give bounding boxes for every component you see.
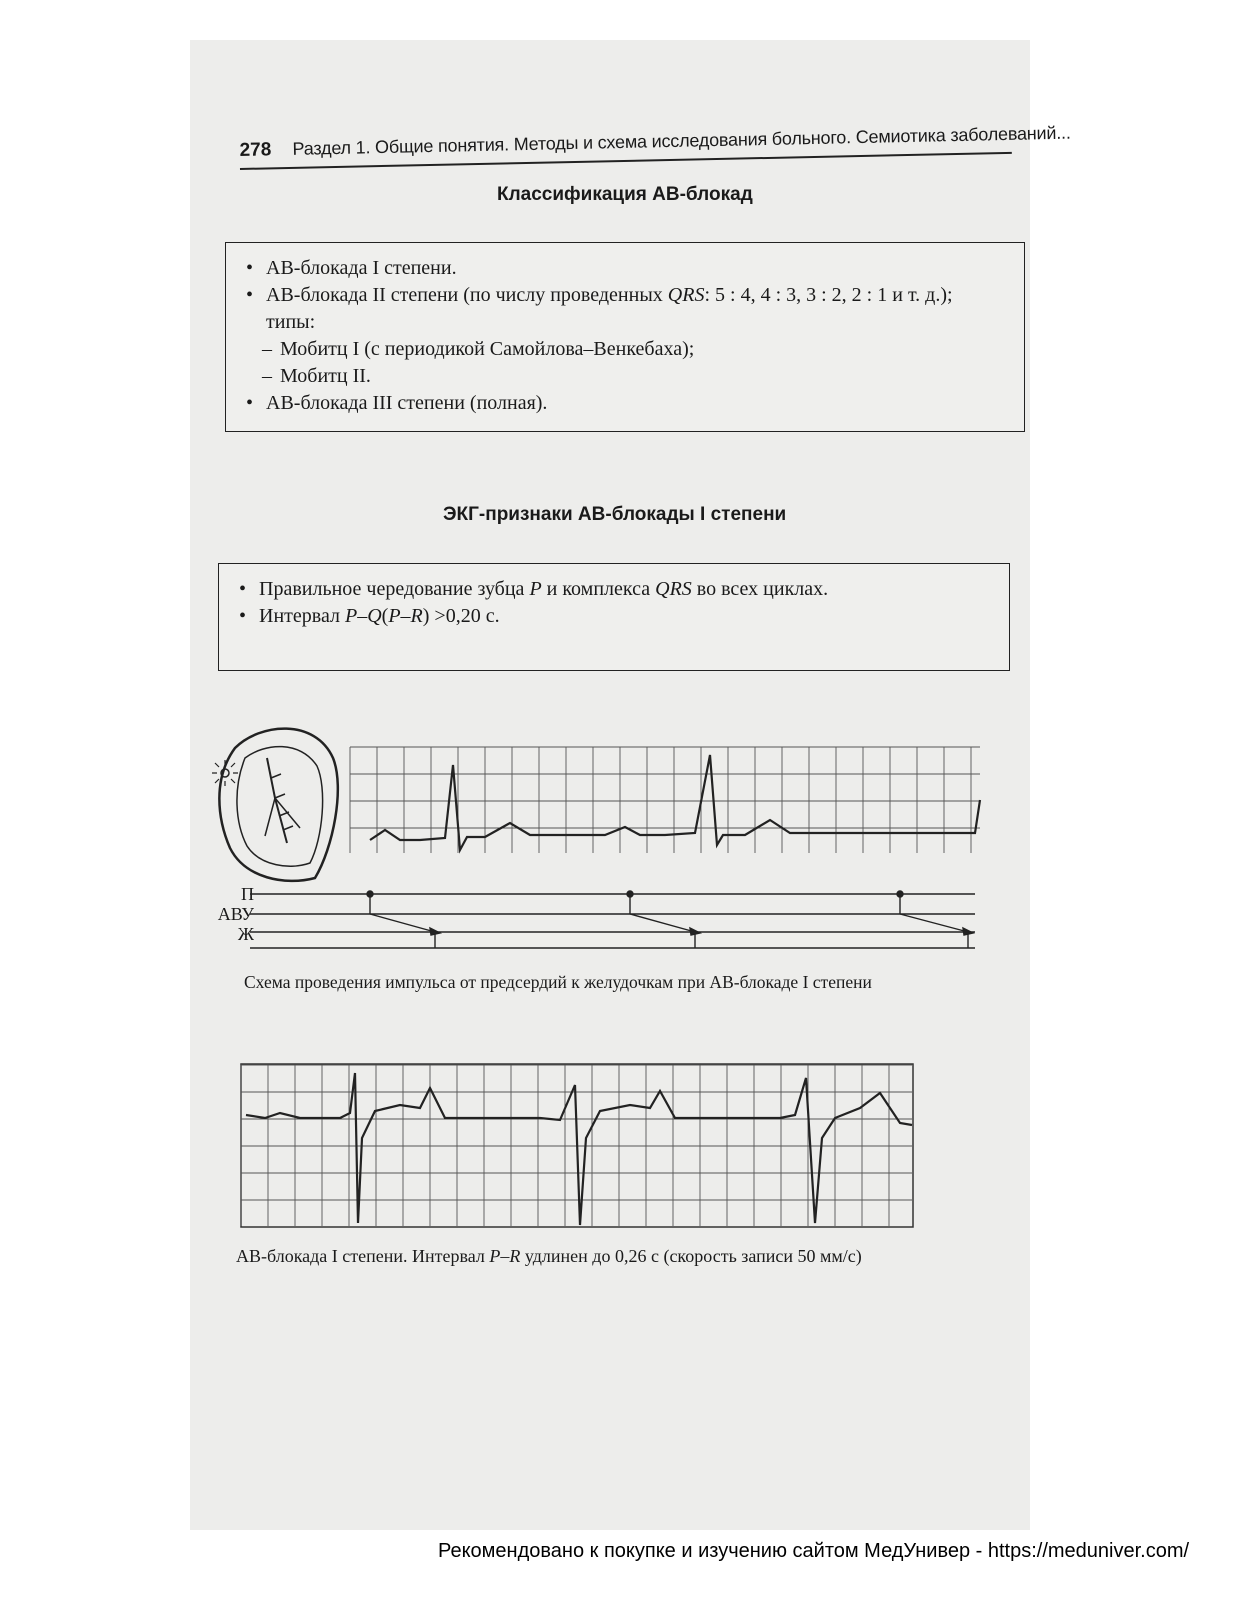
list-item: – Мобитц I (с периодикой Самойлова–Венкебаха); (240, 336, 1010, 363)
ecg-caption: АВ-блокада I степени. Интервал P–R удлинен до 0,26 с (скорость записи 50 мм/с) (236, 1246, 862, 1266)
list-item: • АВ-блокада III степени (полная). (240, 390, 1010, 417)
classification-heading: Классификация АВ-блокад (497, 184, 753, 205)
chapter-title: Раздел 1. Общие понятия. Методы и схема исследования больного. Семиотика заболеваний... (292, 122, 1071, 159)
conduction-ladder (250, 888, 985, 953)
ecg-signs-box (218, 563, 1010, 671)
page-number: 278 (239, 139, 272, 162)
list-item: • АВ-блокада II степени (по числу проведенных QRS: 5 : 4, 4 : 3, 3 : 2, 2 : 1 и т. д.); (240, 282, 1010, 309)
list-item: типы: (266, 311, 316, 333)
conduction-caption: Схема проведения импульса от предсердий к желудочкам при АВ-блокаде I степени (244, 972, 872, 992)
row-label-atria: П (241, 884, 254, 904)
ecg-strip-lower (240, 1063, 915, 1228)
row-label-ventricles: Ж (237, 924, 254, 944)
list-item: • Правильное чередование зубца P и комплекса QRS во всех циклах. (233, 576, 995, 603)
ecg-strip-upper (345, 745, 985, 855)
footer-note: Рекомендовано к покупке и изучению сайтом МедУнивер - https://meduniver.com/ (438, 1540, 1190, 1562)
list-item: • АВ-блокада I степени. (240, 255, 1010, 282)
sinus-node-icon (212, 760, 238, 786)
ecg-signs-heading: ЭКГ-признаки АВ-блокады I степени (443, 504, 787, 525)
heart-diagram (205, 718, 345, 888)
row-label-av-node: АВУ (217, 904, 254, 924)
list-item: • Интервал P–Q(P–R) >0,20 с. (233, 603, 995, 630)
list-item: – Мобитц II. (240, 363, 1010, 390)
classification-box (225, 242, 1025, 432)
